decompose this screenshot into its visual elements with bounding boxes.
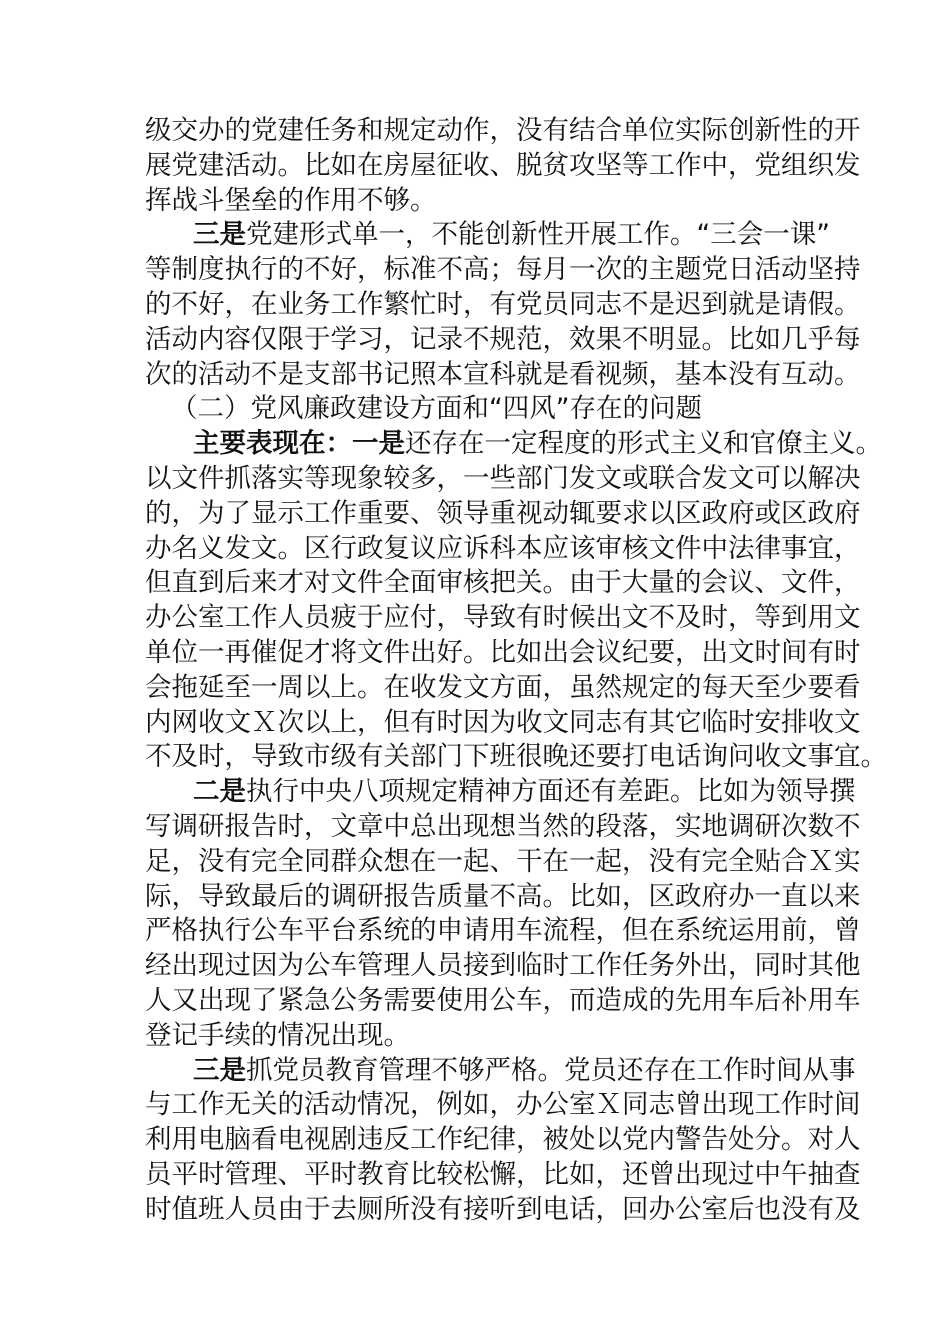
body-line: 内网收文Ｘ次以上，但有时因为收文同志有其它临时安排收文	[145, 706, 861, 738]
paragraph-start-line	[145, 427, 882, 462]
body-line: 足，没有完全同群众想在一起、干在一起，没有完全贴合Ｘ实	[145, 845, 861, 877]
body-line: 登记手续的情况出现。	[145, 1019, 410, 1051]
body-line: 利用电脑看电视剧违反工作纪律，被处以党内警告处分。对人	[145, 1124, 861, 1156]
paragraph-lead-bold: 主要表现在：一是	[193, 428, 405, 460]
body-line: 办名义发文。区行政复议应诉科本应该审核文件中法律事宜，	[145, 532, 861, 564]
body-line: 时值班人员由于去厕所没有接听到电话，回办公室后也没有及	[145, 1193, 861, 1225]
body-line: 挥战斗堡垒的作用不够。	[145, 184, 437, 216]
body-line: 级交办的党建任务和规定动作，没有结合单位实际创新性的开	[145, 115, 861, 146]
body-line: 不及时，导致市级有关部门下班很晚还要打电话询问收文事宜。	[145, 741, 887, 773]
body-line: 活动内容仅限于学习，记录不规范，效果不明显。比如几乎每	[145, 323, 861, 355]
body-line: 会拖延至一周以上。在收发文方面，虽然规定的每天至少要看	[145, 671, 861, 703]
document-body	[145, 114, 887, 1228]
body-line: 的，为了显示工作重要、领导重视动辄要求以区政府或区政府	[145, 497, 861, 529]
paragraph-start-line	[145, 218, 830, 253]
body-line: 以文件抓落实等现象较多，一些部门发文或联合发文可以解决	[145, 462, 861, 494]
body-line: 写调研报告时，文章中总出现想当然的段落，实地调研次数不	[145, 810, 861, 842]
body-line: 次的活动不是支部书记照本宣科就是看视频，基本没有互动。	[145, 358, 861, 390]
body-line: 办公室工作人员疲于应付，导致有时候出文不及时，等到用文	[145, 602, 861, 634]
body-line: 的不好，在业务工作繁忙时，有党员同志不是迟到就是请假。	[145, 288, 861, 320]
body-line: 严格执行公车平台系统的申请用车流程，但在系统运用前，曾	[145, 915, 861, 947]
paragraph-start-line	[145, 1054, 856, 1089]
paragraph-lead-text: 执行中央八项规定精神方面还有差距。比如为领导撰	[246, 776, 856, 808]
paragraph-lead-text: 抓党员教育管理不够严格。党员还存在工作时间从事	[246, 1054, 856, 1086]
body-line: 经出现过因为公车管理人员接到临时工作任务外出，同时其他	[145, 950, 861, 982]
body-line: 员平时管理、平时教育比较松懈，比如，还曾出现过中午抽查	[145, 1158, 861, 1190]
body-line: 与工作无关的活动情况，例如，办公室Ｘ同志曾出现工作时间	[145, 1089, 861, 1121]
body-line: 展党建活动。比如在房屋征收、脱贫攻坚等工作中，党组织发	[145, 149, 861, 181]
body-line: 际，导致最后的调研报告质量不高。比如，区政府办一直以来	[145, 880, 861, 912]
body-line: 等制度执行的不好，标准不高；每月一次的主题党日活动坚持	[145, 254, 861, 286]
paragraph-lead-text: 还存在一定程度的形式主义和官僚主义。	[405, 428, 882, 460]
section-heading: （二）党风廉政建设方面和“四风”存在的问题	[171, 393, 702, 425]
paragraph-start-line	[145, 775, 856, 810]
paragraph-lead-bold: 二是	[193, 776, 246, 808]
body-line: 但直到后来才对文件全面审核把关。由于大量的会议、文件，	[145, 567, 861, 599]
paragraph-lead-text: 党建形式单一，不能创新性开展工作。“三会一课”	[246, 219, 830, 251]
paragraph-lead-bold: 三是	[193, 1054, 246, 1086]
paragraph-lead-bold: 三是	[193, 219, 246, 251]
body-line: 单位一再催促才将文件出好。比如出会议纪要，出文时间有时	[145, 636, 861, 668]
body-line: 人又出现了紧急公务需要使用公车，而造成的先用车后补用车	[145, 984, 861, 1016]
